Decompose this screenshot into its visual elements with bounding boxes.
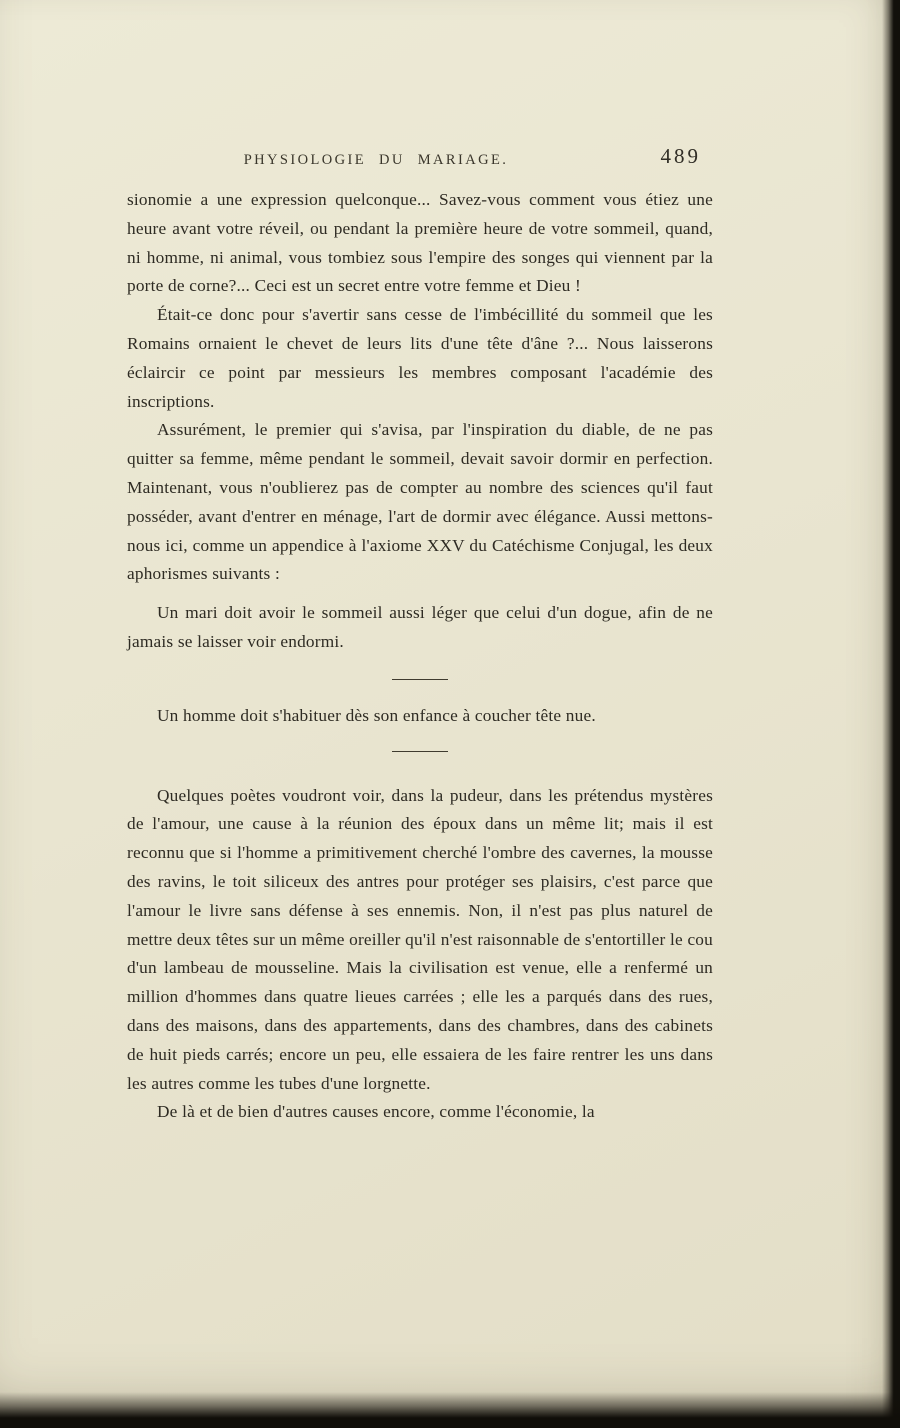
page-header	[127, 146, 713, 176]
aphorism-2: Un homme doit s'habituer dès son enfance à coucher tête nue.	[157, 705, 596, 725]
page-number: 489	[660, 144, 701, 168]
paragraph-closing-line: De là et de bien d'autres causes encore, comme l'économie, la	[157, 1102, 595, 1122]
scan-edge-right	[882, 0, 900, 1428]
paragraph-romans: Était-ce donc pour s'avertir sans cesse de l'imbécillité du sommeil que les Romains ornaient le chevet de leurs lits d'une tête d'âne ?... Nous laisserons éclaircir ce point par messieurs les membres composant l'académie des inscriptions.	[127, 305, 713, 411]
paragraph-poetes: Quelques poètes voudront voir, dans la pudeur, dans les prétendus mystères de l'amour, une cause à la réunion des époux dans un même lit; mais il est reconnu que si l'homme a primitivement cherché l'ombre des cavernes, la mousse des ravins, le toit siliceux des antres pour protéger ses plaisirs, c'est parce que l'amour le livre sans défense à ses ennemis. Non, il n'est pas plus naturel de mettre deux têtes sur un même oreiller qu'il n'est raisonnable de s'entortiller le cou d'un lambeau de mousseline. Mais la civilisation est venue, elle a renfermé un million d'hommes dans quatre lieues carrées ; elle les a parqués dans des rues, dans des maisons, dans des appartements, dans des chambres, dans des cabinets de huit pieds carrés; encore un peu, elle essaiera de les faire rentrer les uns dans les autres comme les tubes d'une lorgnette.	[127, 785, 713, 1093]
running-title: PHYSIOLOGIE DU MARIAGE.	[243, 152, 509, 168]
scan-edge-bottom	[0, 1392, 900, 1428]
aphorism-1: Un mari doit avoir le sommeil aussi léger que celui d'un dogue, afin de ne jamais se laisser voir endormi.	[127, 603, 713, 651]
paragraph-continuation: sionomie a une expression quelconque... Savez-vous comment vous étiez une heure avant votre réveil, ou pendant la première heure de votre sommeil, quand, ni homme, ni animal, vous tombiez sous l'empire des songes qui viennent par la porte de corne?... Ceci est un secret entre votre femme et Dieu !	[127, 190, 713, 296]
text-block	[127, 186, 713, 1127]
paragraph-assurement: Assurément, le premier qui s'avisa, par l'inspiration du diable, de ne pas quitter sa femme, même pendant le sommeil, devait savoir dormir en perfection. Maintenant, vous n'oublierez pas de compter au nombre des sciences qu'il faut posséder, avant d'entrer en ménage, l'art de dormir avec élégance. Aussi mettons-nous ici, comme un appendice à l'axiome XXV du Catéchisme Conjugal, les deux aphorismes suivants :	[127, 420, 713, 584]
section-divider	[392, 679, 448, 680]
section-divider	[392, 751, 448, 752]
